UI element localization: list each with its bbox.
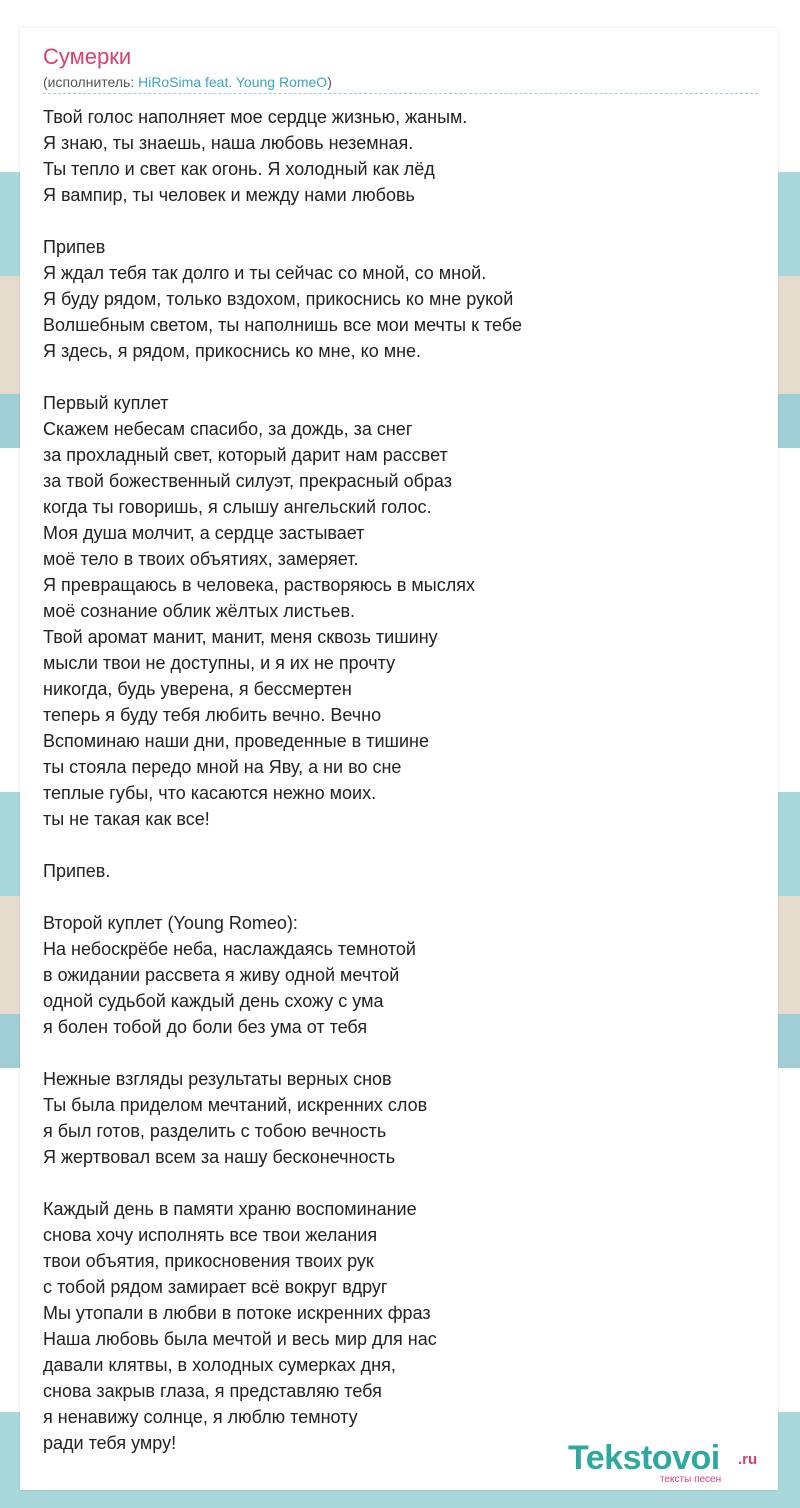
- song-title: Сумерки: [43, 44, 132, 69]
- lyric-line: Я ждал тебя так долго и ты сейчас со мной, со мной.: [43, 263, 487, 283]
- lyric-line: Наша любовь была мечтой и весь мир для нас: [43, 1329, 437, 1349]
- lyric-line: Твой голос наполняет мое сердце жизнью, жаным.: [43, 107, 468, 127]
- lyric-line: снова хочу исполнять все твои желания: [43, 1225, 378, 1245]
- performer-link[interactable]: HiRoSima feat. Young RomeO: [138, 74, 328, 90]
- lyric-line: моё сознание облик жёлтых листьев.: [43, 601, 356, 621]
- lyric-line: теплые губы, что касаются нежно моих.: [43, 783, 377, 803]
- lyric-line: Ты тепло и свет как огонь. Я холодный как лёд: [43, 159, 435, 179]
- lyric-line: Второй куплет (Young Romeo):: [43, 913, 298, 933]
- logo-tld: .ru: [738, 1451, 758, 1468]
- site-logo[interactable]: [568, 1438, 778, 1488]
- lyric-line: я был готов, разделить с тобою вечность: [43, 1121, 387, 1141]
- lyric-line: ради тебя умру!: [43, 1433, 177, 1453]
- lyric-line: Мы утопали в любви в потоке искренних фраз: [43, 1303, 431, 1323]
- lyric-line: твои объятия, прикосновения твоих рук: [43, 1251, 374, 1271]
- performer-line: [43, 73, 332, 91]
- lyric-line: Я знаю, ты знаешь, наша любовь неземная.: [43, 133, 414, 153]
- lyric-line: Припев.: [43, 861, 111, 881]
- lyric-line: Каждый день в памяти храню воспоминание: [43, 1199, 417, 1219]
- lyric-line: Я жертвовал всем за нашу бесконечность: [43, 1147, 396, 1167]
- lyric-line: Первый куплет: [43, 393, 169, 413]
- lyric-line: когда ты говоришь, я слышу ангельский голос.: [43, 497, 432, 517]
- lyric-line: Припев: [43, 237, 106, 257]
- lyric-line: Волшебным светом, ты наполнишь все мои мечты к тебе: [43, 315, 522, 335]
- lyric-line: Моя душа молчит, а сердце застывает: [43, 523, 365, 543]
- lyric-line: Я здесь, я рядом, прикоснись ко мне, ко мне.: [43, 341, 422, 361]
- lyric-line: с тобой рядом замирает всё вокруг вдруг: [43, 1277, 388, 1297]
- performer-prefix: (исполнитель:: [43, 74, 139, 90]
- lyric-line: давали клятвы, в холодных сумерках дня,: [43, 1355, 396, 1375]
- lyric-line: мысли твои не доступны, и я их не прочту: [43, 653, 396, 673]
- lyric-line: моё тело в твоих объятиях, замеряет.: [43, 549, 359, 569]
- logo-tagline: тексты песен: [660, 1474, 722, 1485]
- lyric-line: [43, 1040, 763, 1066]
- lyric-line: Ты была приделом мечтаний, искренних слов: [43, 1095, 428, 1115]
- lyric-line: [43, 208, 763, 234]
- lyric-line: никогда, будь уверена, я бессмертен: [43, 679, 352, 699]
- lyric-line: Я вампир, ты человек и между нами любовь: [43, 185, 415, 205]
- lyric-line: Я буду рядом, только вздохом, прикоснись ко мне рукой: [43, 289, 514, 309]
- lyric-line: за твой божественный силуэт, прекрасный образ: [43, 471, 452, 491]
- performer-suffix: ): [327, 74, 332, 90]
- lyric-line: [43, 1170, 763, 1196]
- lyric-line: ты стояла передо мной на Яву, а ни во сне: [43, 757, 402, 777]
- lyric-line: теперь я буду тебя любить вечно. Вечно: [43, 705, 382, 725]
- lyric-line: я ненавижу солнце, я люблю темноту: [43, 1407, 358, 1427]
- lyric-line: за прохладный свет, который дарит нам рассвет: [43, 445, 448, 465]
- lyric-line: в ожидании рассвета я живу одной мечтой: [43, 965, 400, 985]
- lyric-line: [43, 832, 763, 858]
- title-divider: [43, 93, 758, 94]
- lyric-line: Нежные взгляды результаты верных снов: [43, 1069, 392, 1089]
- lyric-line: одной судьбой каждый день схожу с ума: [43, 991, 384, 1011]
- lyric-line: [43, 884, 763, 910]
- lyric-line: Вспоминаю наши дни, проведенные в тишине: [43, 731, 429, 751]
- lyric-line: Скажем небесам спасибо, за дождь, за снег: [43, 419, 413, 439]
- lyric-line: я болен тобой до боли без ума от тебя: [43, 1017, 368, 1037]
- lyric-line: На небоскрёбе неба, наслаждаясь темнотой: [43, 939, 416, 959]
- lyric-line: [43, 364, 763, 390]
- lyric-line: Твой аромат манит, манит, меня сквозь тишину: [43, 627, 438, 647]
- lyric-line: ты не такая как все!: [43, 809, 210, 829]
- lyric-line: снова закрыв глаза, я представляю тебя: [43, 1381, 382, 1401]
- logo-name: Tekstovoi: [568, 1439, 720, 1477]
- lyrics-text: [43, 104, 763, 1456]
- lyric-line: Я превращаюсь в человека, растворяюсь в мыслях: [43, 575, 475, 595]
